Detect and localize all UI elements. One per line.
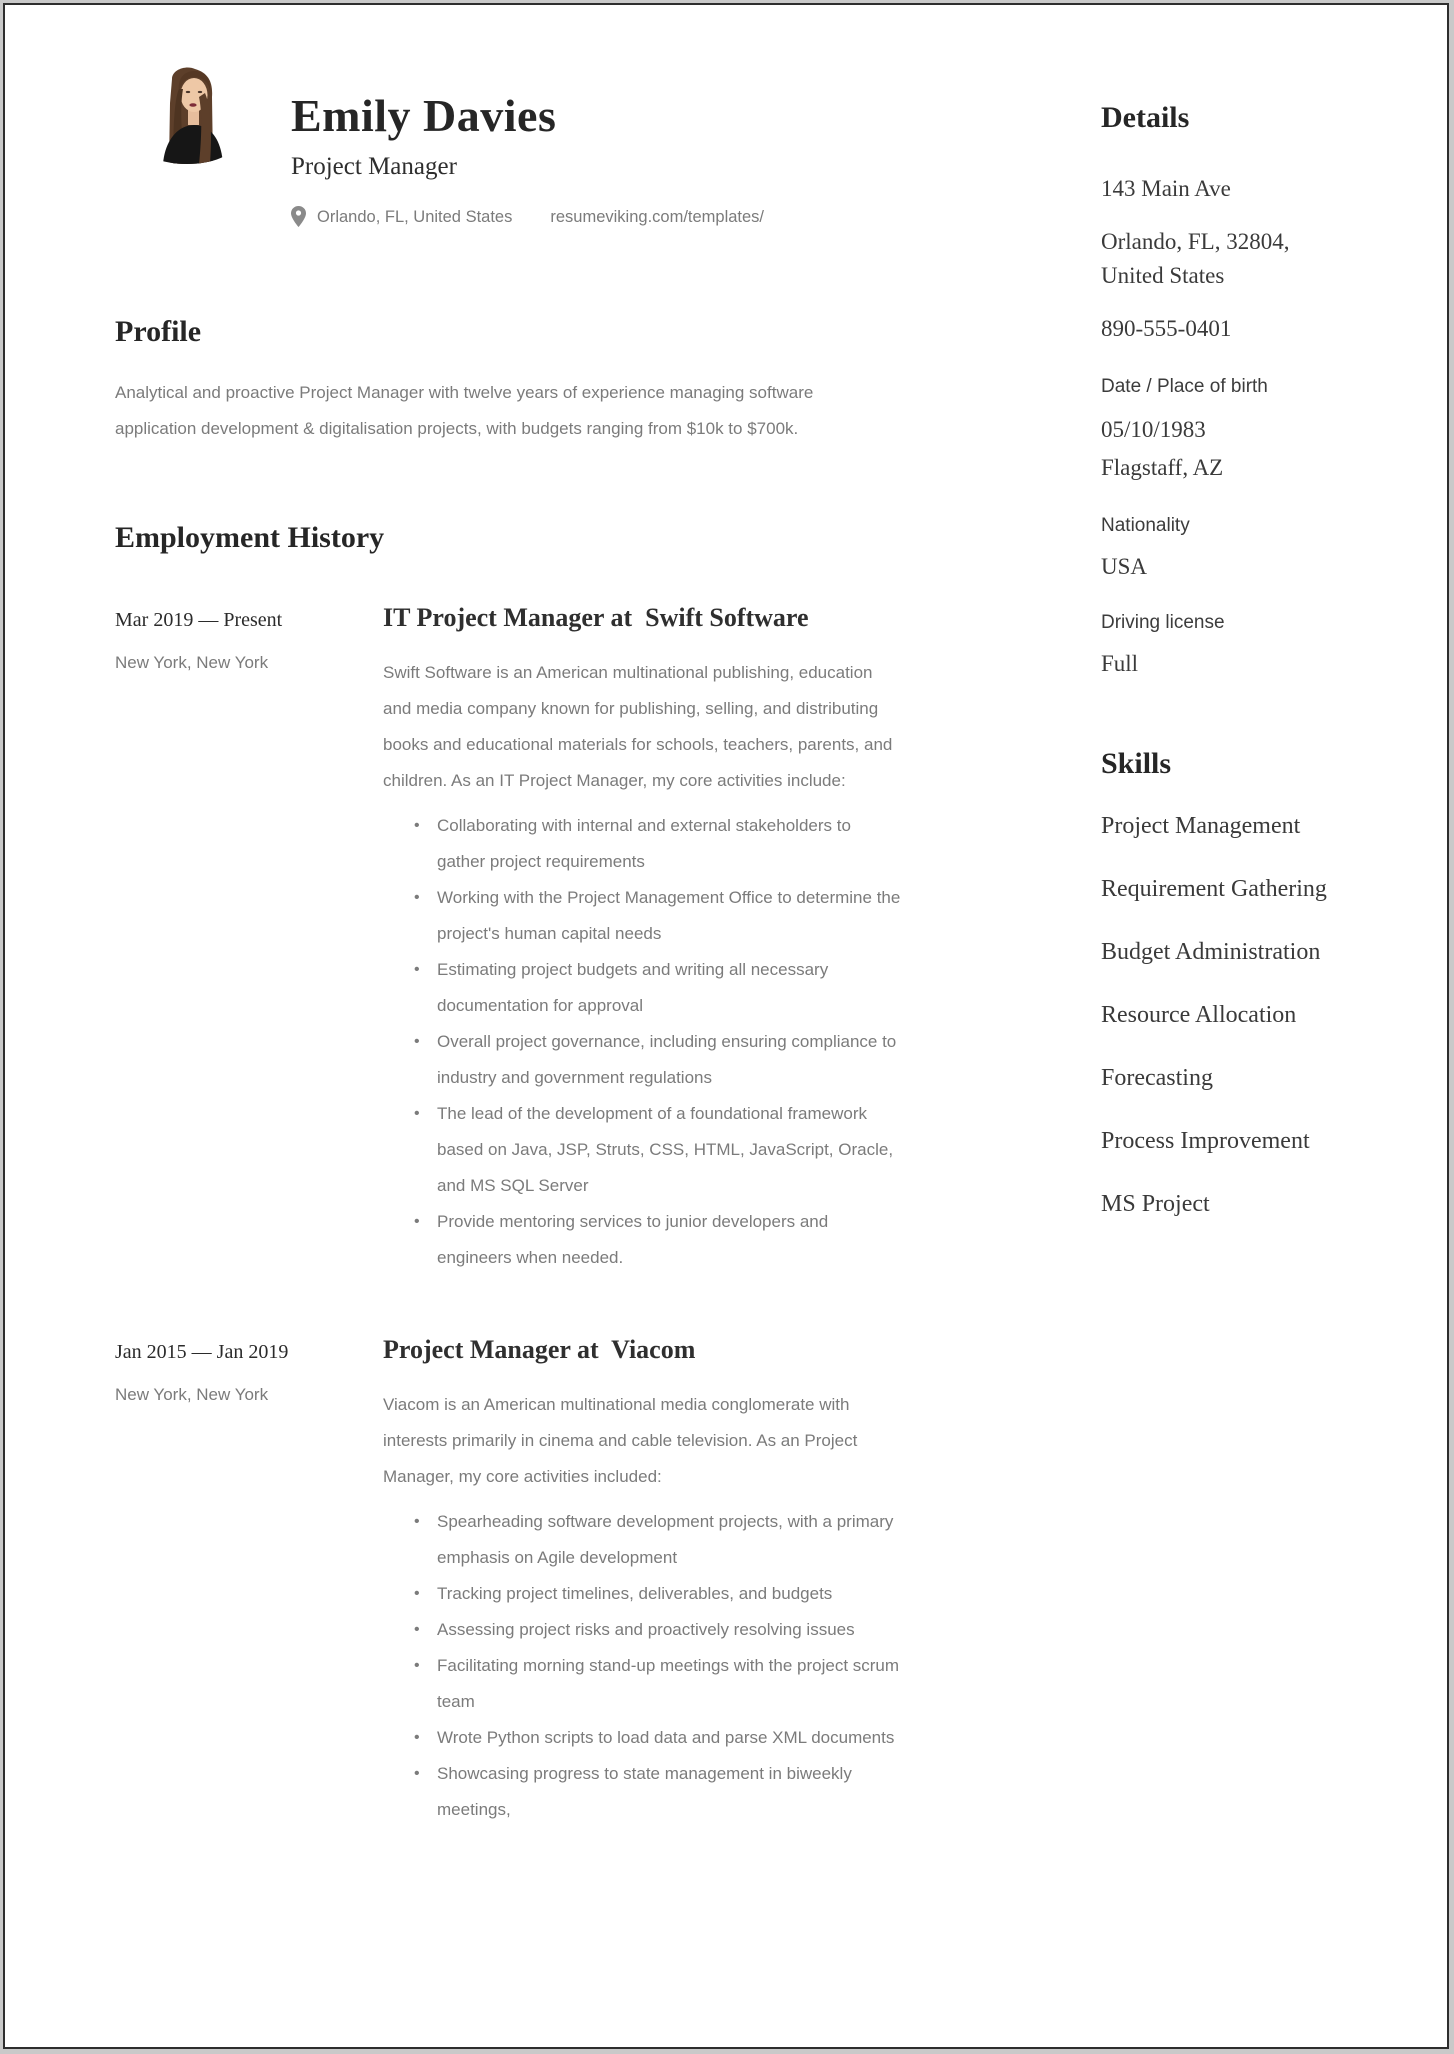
job-summary: Swift Software is an American multinational publishing, education and media company known for publishing, selling, and distributing books and educational materials for schools, teachers, parents, and children. As an IT Project Manager, my core activities include: [383, 662, 893, 790]
job-location: New York, New York [115, 652, 269, 672]
main-column [115, 5, 970, 1828]
job-entry-swift-software [115, 602, 970, 1276]
birth-place: Flagstaff, AZ [1101, 454, 1224, 480]
resume-page [3, 3, 1449, 2049]
skills-list [1101, 813, 1377, 1218]
birth-value [1101, 411, 1377, 487]
driving-license-value: Full [1101, 650, 1139, 676]
job-bullet: • The lead of the development of a foundational framework based on Java, JSP, Struts, CSS, HTML, JavaScript, Oracle, and MS SQL Server [383, 1096, 903, 1204]
skill-item: Project Management [1101, 813, 1301, 839]
details-heading: Details [1101, 101, 1190, 134]
job-body [383, 602, 970, 1276]
address-city: Orlando, FL, 32804, [1101, 228, 1290, 254]
resume-header [115, 5, 970, 231]
skill-item: Requirement Gathering [1101, 876, 1327, 902]
phone-number: 890-555-0401 [1101, 315, 1232, 341]
job-title: IT Project Manager at Swift Software [383, 602, 809, 632]
job-bullet: • Wrote Python scripts to load data and parse XML documents [383, 1720, 903, 1756]
skill-item: Process Improvement [1101, 1128, 1310, 1154]
job-bullet-list [383, 808, 903, 1276]
job-bullet: • Working with the Project Management Office to determine the project's human capital needs [383, 880, 903, 952]
profile-text: Analytical and proactive Project Manager with twelve years of experience managing software application development & digitalisation projects, with budgets ranging from $10k to $700k. [115, 383, 814, 439]
website-link[interactable]: resumeviking.com/templates/ [550, 208, 765, 227]
job-entry-viacom [115, 1334, 970, 1828]
skill-item: Resource Allocation [1101, 1002, 1297, 1028]
job-location: New York, New York [115, 1384, 269, 1404]
job-bullet: • Facilitating morning stand-up meetings with the project scrum team [383, 1648, 903, 1720]
skill-item: Budget Administration [1101, 939, 1321, 965]
skills-heading: Skills [1101, 746, 1172, 780]
job-bullet-list [383, 1504, 903, 1828]
birth-label: Date / Place of birth [1101, 375, 1268, 397]
location-pin-icon [291, 206, 306, 232]
job-bullet: • Overall project governance, including ensuring compliance to industry and government regulations [383, 1024, 903, 1096]
job-dates: Mar 2019 — Present [115, 608, 283, 631]
address-line-1: 143 Main Ave [1101, 175, 1231, 201]
avatar [139, 63, 235, 165]
job-bullet: • Tracking project timelines, deliverables, and budgets [383, 1576, 903, 1612]
nationality-label: Nationality [1101, 514, 1190, 536]
job-summary: Viacom is an American multinational media conglomerate with interests primarily in cinema and cable television. As an Project Manager, my core activities included: [383, 1394, 858, 1486]
portrait-photo-illustration [139, 63, 235, 165]
contact-row [291, 205, 764, 231]
skill-item: MS Project [1101, 1191, 1210, 1217]
profile-section [115, 315, 970, 448]
profile-heading: Profile [115, 314, 202, 348]
sidebar-column [1101, 5, 1377, 1828]
skill-item: Forecasting [1101, 1065, 1213, 1091]
job-meta [115, 1334, 383, 1828]
employment-section [115, 521, 970, 1828]
address-country: United States [1101, 262, 1225, 288]
job-bullet: • Assessing project risks and proactively resolving issues [383, 1612, 903, 1648]
location-text: Orlando, FL, United States [317, 208, 513, 227]
job-bullet: • Collaborating with internal and external stakeholders to gather project requirements [383, 808, 903, 880]
employment-heading: Employment History [115, 521, 385, 555]
job-title: Project Manager at Viacom [383, 1334, 696, 1364]
job-body [383, 1334, 970, 1828]
job-dates: Jan 2015 — Jan 2019 [115, 1340, 289, 1363]
job-bullet: • Estimating project budgets and writing all necessary documentation for approval [383, 952, 903, 1024]
birth-date: 05/10/1983 [1101, 416, 1206, 442]
nationality-value: USA [1101, 553, 1148, 579]
driving-license-label: Driving license [1101, 611, 1225, 633]
person-job-title: Project Manager [291, 152, 457, 180]
job-meta [115, 602, 383, 1276]
job-bullet: • Provide mentoring services to junior developers and engineers when needed. [383, 1204, 903, 1276]
job-bullet: • Spearheading software development projects, with a primary emphasis on Agile development [383, 1504, 903, 1576]
header-text [291, 63, 764, 231]
person-name: Emily Davies [291, 90, 557, 141]
job-bullet: • Showcasing progress to state management in biweekly meetings, [383, 1756, 903, 1828]
address-line-2 [1101, 225, 1377, 293]
